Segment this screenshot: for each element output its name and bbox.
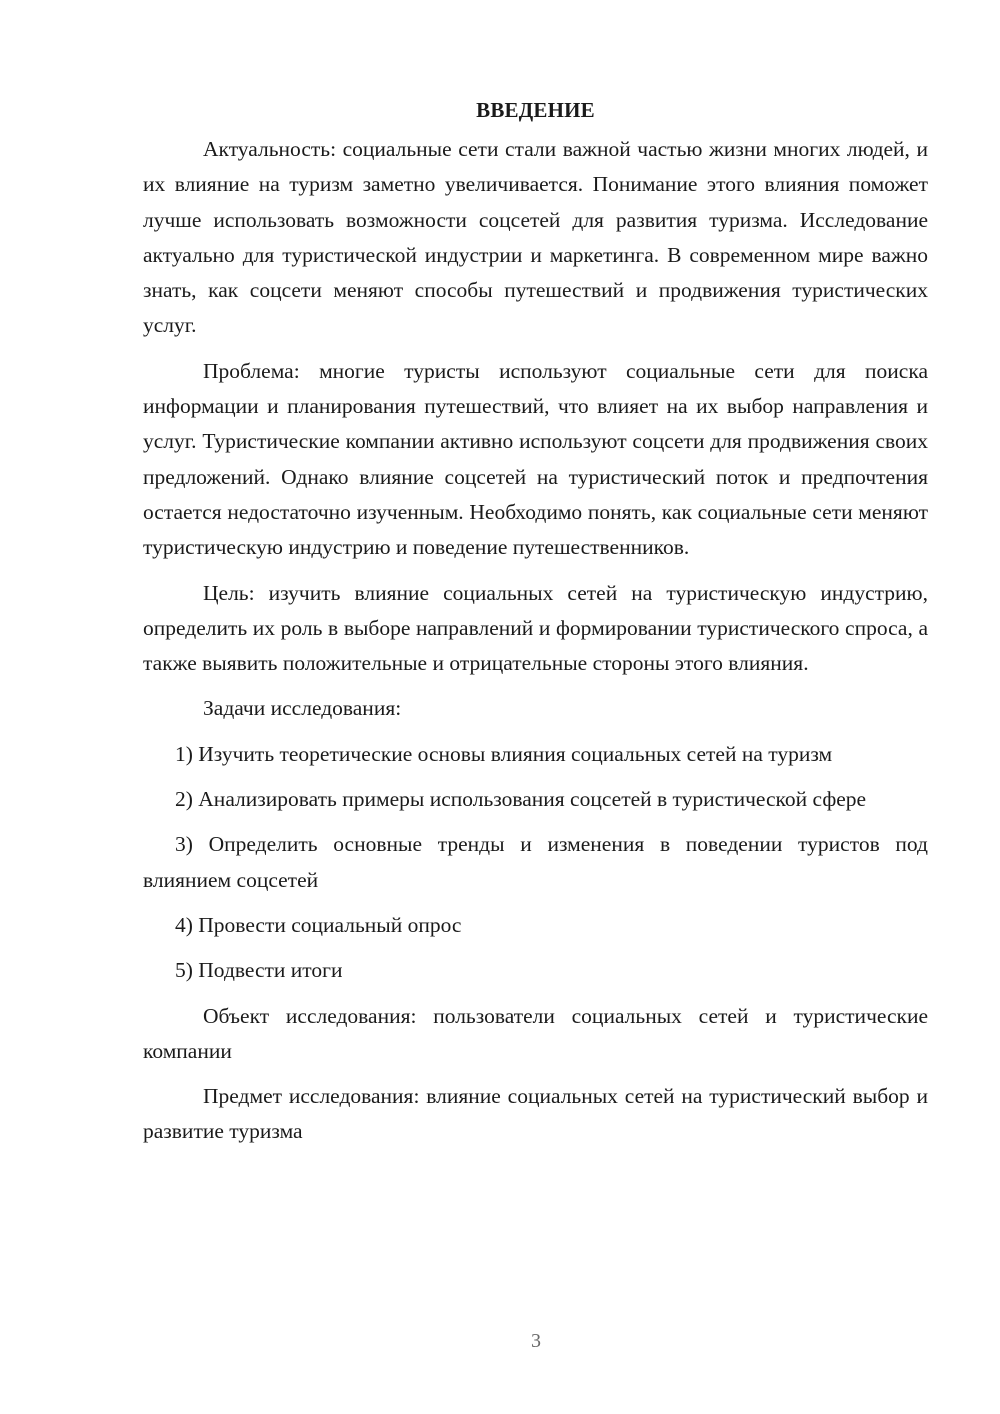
paragraph-object: Объект исследования: пользователи социальных сетей и туристические компании xyxy=(143,1003,928,1063)
section-title: ВВЕДЕНИЕ xyxy=(476,98,595,122)
task-item-1: 1) Изучить теоретические основы влияния социальных сетей на туризм xyxy=(175,741,833,766)
paragraph-problem: Проблема: многие туристы используют социальные сети для поиска информации и планирования путешествий, что влияет на их выбор направления и услуг. Туристические компании активно используют соцсети для продвижения своих предложений. Однако влияние соцсетей на туристический поток и предпочтения остается недостаточно изученным. Необходимо понять, как социальные сети меняют туристическую индустрию и поведение путешественников. xyxy=(143,358,928,560)
page-number: 3 xyxy=(531,1330,541,1352)
task-item-5: 5) Подвести итоги xyxy=(175,958,343,983)
task-item-2: 2) Анализировать примеры использования соцсетей в туристической сфере xyxy=(175,787,867,812)
paragraph-goal: Цель: изучить влияние социальных сетей на туристическую индустрию, определить их роль в выборе направлений и формировании туристического спроса, а также выявить положительные и отрицательные стороны этого влияния. xyxy=(143,580,928,676)
document-page xyxy=(143,92,928,1160)
paragraph-tasks-heading: Задачи исследования: xyxy=(203,696,402,721)
paragraph-subject: Предмет исследования: влияние социальных сетей на туристический выбор и развитие туризма xyxy=(143,1084,928,1144)
paragraph-relevance: Актуальность: социальные сети стали важной частью жизни многих людей, и их влияние на туризм заметно увеличивается. Понимание этого влияния поможет лучше использовать возможности соцсетей для развития туризма. Исследование актуально для туристической индустрии и маркетинга. В современном мире важно знать, как соцсети меняют способы путешествий и продвижения туристических услуг. xyxy=(143,137,928,338)
task-item-3: 3) Определить основные тренды и изменения в поведении туристов под влиянием соцсетей xyxy=(143,832,928,892)
task-item-4: 4) Провести социальный опрос xyxy=(175,912,462,937)
